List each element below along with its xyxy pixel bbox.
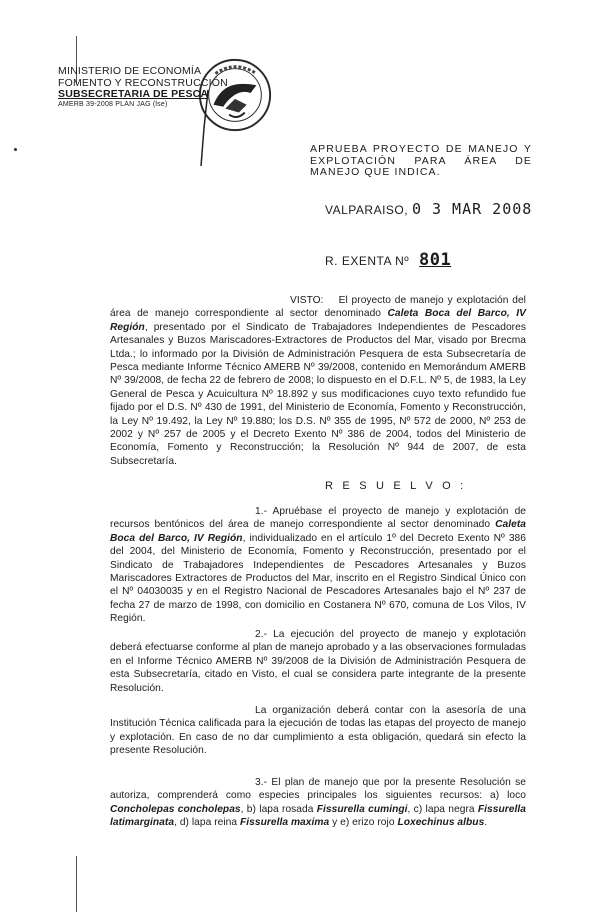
resolution-label: R. EXENTA Nº	[325, 254, 410, 268]
letterhead-subsecretaria: SUBSECRETARIA DE PESCA	[58, 88, 209, 100]
article-3-text-1: 3.- El plan de manejo que por la presente Resolución se autoriza, comprenderá como especies principales los siguientes recursos: a) loco	[110, 777, 526, 802]
article-3-text-3: , c) lapa negra	[407, 803, 478, 815]
resuelvo-heading: R E S U E L V O :	[325, 480, 467, 492]
species-fissurella-maxima: Fissurella maxima	[240, 817, 330, 829]
letterhead-fomento: FOMENTO Y RECONSTRUCCIÓN	[58, 76, 228, 89]
date-line	[325, 200, 532, 218]
article-1-text-1: 1.- Apruébase el proyecto de manejo y explotación de recursos bentónicos del área de manejo correspondiente al sector denominado	[110, 506, 526, 531]
article-3-text-6: .	[484, 817, 488, 829]
visto-heading: VISTO:	[290, 295, 324, 306]
article-3-paragraph	[110, 776, 526, 830]
date-stamp: 0 3 MAR 2008	[411, 200, 533, 218]
article-2-paragraph	[110, 628, 526, 695]
margin-line-bottom	[76, 856, 77, 912]
resolution-subject: APRUEBA PROYECTO DE MANEJO Y EXPLOTACIÓN PARA ÁREA DE MANEJO QUE INDICA.	[310, 143, 532, 178]
article-1-sector-name: Caleta Boca del Barco, IV Región	[110, 519, 526, 544]
visto-paragraph	[110, 294, 526, 468]
article-2-text: 2.- La ejecución del proyecto de manejo y explotación deberá efectuarse conforme al plan de manejo aprobado y a las observaciones formuladas en el Informe Técnico AMERB Nº 39/2008 de la División de Administración Pesquera de esta Subsecretaría, citado en Visto, el cual se considera parte integrante de la presente Resolución.	[110, 629, 526, 694]
letterhead-reference: AMERB 39-2008 PLAN JAG (lse)	[58, 100, 168, 108]
species-fissurella-latimarginata: Fissurella latimarginata	[110, 803, 526, 829]
letterhead-ministry: MINISTERIO DE ECONOMÍA	[58, 65, 202, 77]
species-fissurella-cumingi: Fissurella cumingi	[316, 803, 408, 815]
resolution-number: 801	[419, 250, 452, 270]
visto-text-2: , presentado por el Sindicato de Trabajadores Independientes de Pescadores Artesanales y Buzos Mariscadores-Extractores de Productos del Mar, visado por Brecma Ltda.; lo informado por la División de Administración Pesquera de esta Subsecretaría de Pesca mediante Informe Técnico AMERB Nº 39/2008, contenido en Memorándum AMERB Nº 39/2008, de fecha 22 de febrero de 2008; lo dispuesto en el D.F.L. Nº 5, de 1983, la Ley General de Pesca y Acuicultura Nº 18.892 y sus modificaciones cuyo texto refundido fue fijado por el D.S. Nº 430 de 1991, del Ministerio de Economía, Fomento y Reconstrucción, la Ley Nº 19.492, la Ley Nº 19.880; los D.S. Nº 355 de 1995, Nº 572 de 2000, Nº 253 de 2002 y Nº 257 de 2005 y el Decreto Exento Nº 386 de 2004, todos del Ministerio de Economía, Fomento y Reconstrucción; la Resolución Nº 944 de 2007, de esta Subsecretaría.	[110, 321, 526, 467]
article-1-text-2: , individualizado en el artículo 1º del Decreto Exento Nº 386 del 2004, del Ministerio de Economía, Fomento y Reconstrucción, presentado por el Sindicato de Trabajadores Independientes de Pescadores Artesanales y Buzos Mariscadores Extractores de Productos del Mar, inscrito en el Registro Sindical Único con el Nº 04030035 y en el Registro Nacional de Pescadores Artesanales bajo el Nº 237 de fecha 27 de marzo de 1998, con domicilio en Costanera Nº 670, comuna de Los Vilos, IV Región.	[110, 532, 526, 625]
date-place: VALPARAISO,	[325, 203, 409, 217]
species-concholepas: Concholepas concholepas	[110, 803, 241, 815]
visto-text-1: El proyecto de manejo y explotación del área de manejo correspondiente al sector denominado	[110, 295, 526, 320]
article-2-second-text: La organización deberá contar con la asesoría de una Institución Técnica calificada para la ejecución de todas las etapas del proyecto de manejo y explotación. En caso de no dar cumplimiento a esta obligación, quedará sin efecto la presente Resolución.	[110, 705, 526, 757]
article-3-text-2: , b) lapa rosada	[240, 803, 317, 815]
visto-sector-name: Caleta Boca del Barco, IV Región	[110, 308, 526, 333]
species-loxechinus-albus: Loxechinus albus	[397, 817, 485, 829]
signature-stroke	[198, 88, 212, 168]
resolution-number-line	[325, 250, 451, 270]
article-2-second-paragraph	[110, 704, 526, 758]
article-1-paragraph	[110, 505, 526, 626]
article-3-text-4: , d) lapa reina	[174, 817, 240, 829]
margin-dot	[14, 148, 17, 151]
article-3-text-5: y e) erizo rojo	[329, 817, 398, 829]
